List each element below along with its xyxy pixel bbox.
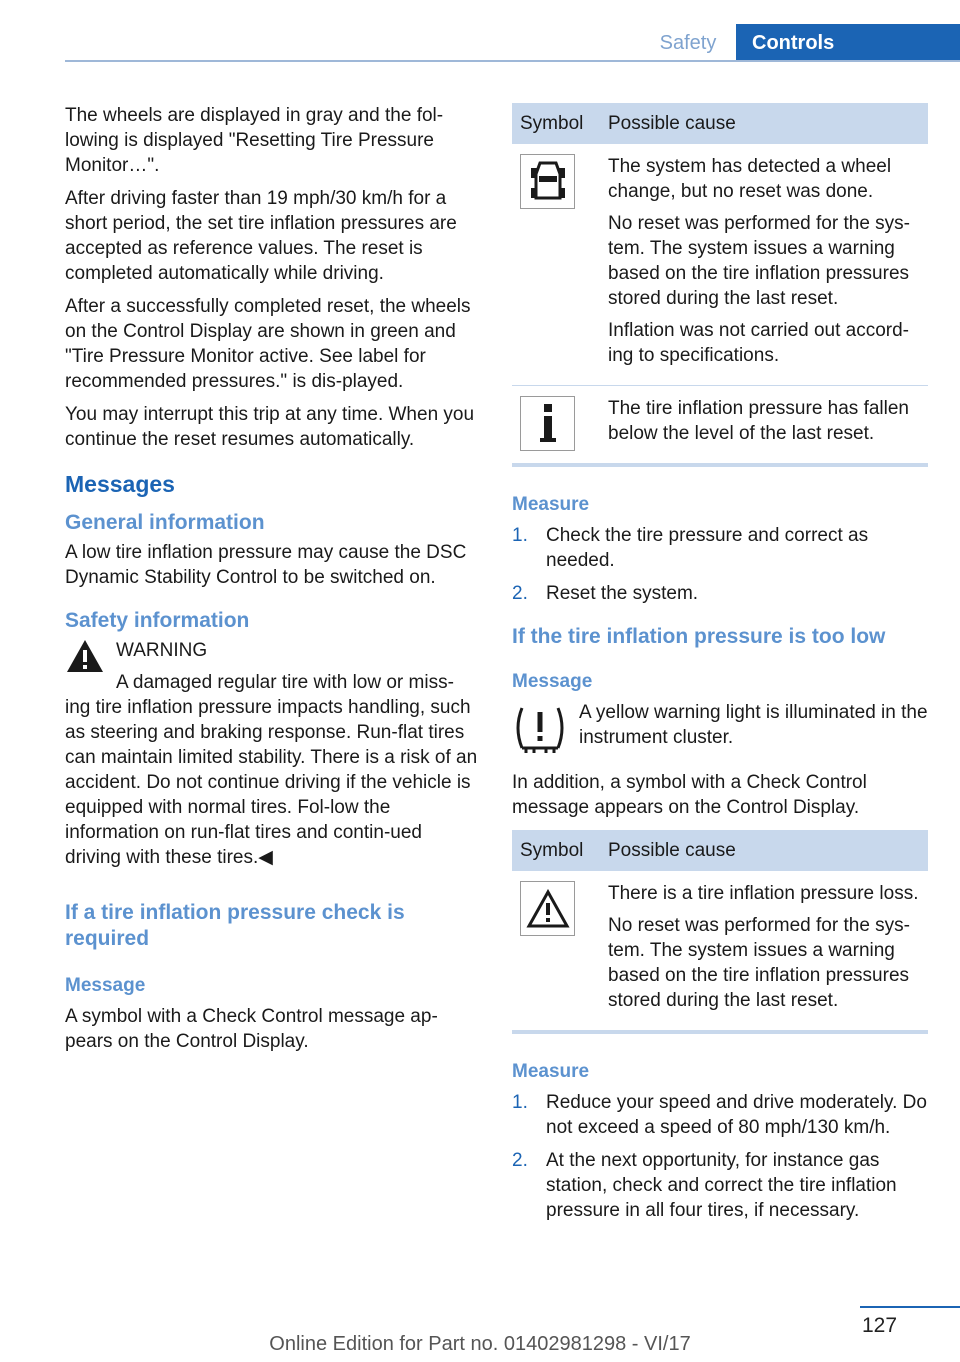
left-column [65, 103, 480, 1062]
heading-message: Message [65, 975, 146, 996]
paragraph-interrupt: You may interrupt this trip at any time. When you continue the reset resumes automatically. [65, 404, 475, 450]
cause-text: The tire inflation pressure has fallen below the level of the last reset. [608, 398, 909, 444]
measure-list-1 [512, 523, 928, 606]
table-row [512, 144, 928, 386]
header-section-label: Safety [659, 32, 717, 54]
warning-title: WARNING [116, 640, 208, 661]
heading-measure: Measure [512, 1061, 590, 1082]
cause-text: There is a tire inflation pressure loss. [608, 883, 919, 904]
symbol-table-2 [512, 830, 928, 1034]
heading-general-information: General information [65, 511, 265, 534]
heading-message: Message [512, 671, 593, 692]
header-chapter-tab: Controls [736, 24, 960, 62]
header-rule [65, 60, 960, 62]
warning-light-block [512, 700, 928, 760]
cause-text: The system has detected a wheel change, but no reset was done. [608, 156, 892, 202]
list-item: 2. At the next opportunity, for instance gas station, check and correct the tire inflation pressure in all four tires, if necessary. [512, 1150, 897, 1221]
list-item: 1. Reduce your speed and drive moderately. Do not exceed a speed of 80 mph/130 km/h. [512, 1092, 927, 1138]
warning-text-rest: ing tire inflation pressure impacts handling, such as steering and braking response. Run-flat tires can maintain limited stability. There is a risk of an accident. Do not continue driving if the vehicle is equipped with normal tires. Fol-low the information on run-flat tires and contin-ued driving with these tires.◀ [65, 697, 478, 868]
paragraph-warning-light: A yellow warning light is illuminated in the instrument cluster. [579, 702, 928, 748]
right-column [512, 103, 928, 1231]
footer-rule [860, 1306, 960, 1308]
warning-text-first: A damaged regular tire with low or miss- [116, 672, 454, 693]
paragraph-message: A symbol with a Check Control message ap-pears on the Control Display. [65, 1006, 438, 1052]
cause-text: No reset was performed for the sys-tem. The system issues a warning based on the tire inflation pressures stored during the last reset. [608, 915, 910, 1011]
car-wheel-change-icon [520, 154, 575, 209]
table-header-cause: Possible cause [600, 830, 928, 871]
paragraph-in-addition: In addition, a symbol with a Check Control message appears on the Control Display. [512, 772, 867, 818]
table-row [512, 871, 928, 1032]
heading-messages: Messages [65, 471, 175, 497]
heading-check-required: If a tire inflation pressure check is required [65, 901, 405, 950]
table-header-cause: Possible cause [600, 103, 928, 144]
info-icon [520, 396, 575, 451]
warning-triangle-icon [520, 881, 575, 936]
warning-block [65, 638, 480, 695]
footer-edition: Online Edition for Part no. 01402981298 - VI/17 [269, 1333, 691, 1355]
table-row [512, 386, 928, 466]
symbol-table-1 [512, 103, 928, 467]
cause-text: No reset was performed for the sys-tem. The system issues a warning based on the tire inflation pressures stored during the last reset. [608, 213, 910, 309]
heading-too-low: If the tire inflation pressure is too low [512, 625, 886, 648]
paragraph-driving-speed: After driving faster than 19 mph/30 km/h for a short period, the set tire inflation pressures are accepted as reference values. The reset is completed automatically while driving. [65, 188, 457, 284]
heading-safety-information: Safety information [65, 609, 250, 632]
paragraph-reset-complete: After a successfully completed reset, the wheels on the Control Display are shown in green and "Tire Pressure Monitor active. See label for recommended pressures." is dis-played. [65, 296, 471, 392]
warning-triangle-icon [65, 638, 105, 674]
measure-list-2 [512, 1090, 928, 1223]
table-header-symbol: Symbol [512, 830, 600, 871]
paragraph-reset-display: The wheels are displayed in gray and the fol-lowing is displayed "Resetting Tire Pressure Monitor…". [65, 105, 444, 176]
list-item: 1. Check the tire pressure and correct as needed. [512, 525, 869, 571]
tire-pressure-warning-icon [512, 700, 568, 761]
page-number: 127 [862, 1314, 898, 1337]
paragraph-general-info: A low tire inflation pressure may cause the DSC Dynamic Stability Control to be switched on. [65, 542, 467, 588]
cause-text: Inflation was not carried out accord-ing to specifications. [608, 320, 909, 366]
heading-measure: Measure [512, 494, 590, 515]
list-item: 2. Reset the system. [512, 583, 699, 604]
table-header-symbol: Symbol [512, 103, 600, 144]
